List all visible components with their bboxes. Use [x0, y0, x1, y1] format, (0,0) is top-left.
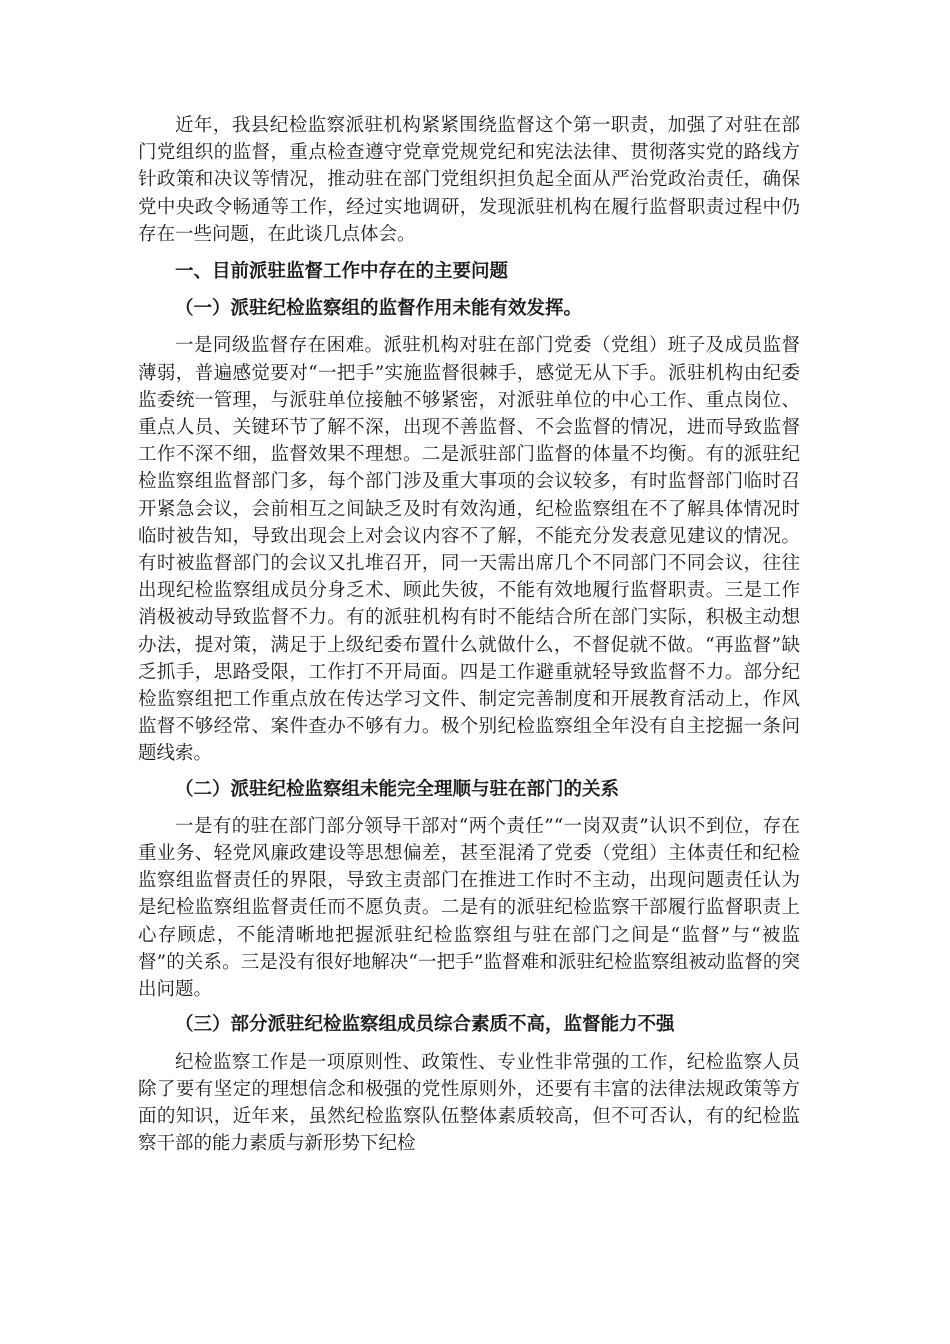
intro-paragraph: 近年，我县纪检监察派驻机构紧紧围绕监督这个第一职责，加强了对驻在部门党组织的监督，重点检查遵守党章党规党纪和宪法法律、贯彻落实党的路线方针政策和决议等情况，推动驻在部门党组织担负起全面从严治党政治责任，确保党中央政令畅通等工作，经过实地调研，发现派驻机构在履行监督职责过程中仍存在一些问题，在此谈几点体会。	[138, 115, 800, 245]
section-heading-1: 一、目前派驻监督工作中存在的主要问题	[175, 261, 509, 283]
subsection-heading-3: （三）部分派驻纪检监察组成员综合素质不高，监督能力不强	[175, 1014, 675, 1036]
body-paragraph-3: 纪检监察工作是一项原则性、政策性、专业性非常强的工作，纪检监察人员除了要有坚定的理想信念和极强的党性原则外，还要有丰富的法律法规政策等方面的知识，近年来，虽然纪检监察队伍整体素质较高，但不可否认，有的纪检监察干部的能力素质与新形势下纪检	[138, 1051, 800, 1155]
document-page	[138, 112, 800, 1157]
body-paragraph-1: 一是同级监督存在困难。派驻机构对驻在部门党委（党组）班子及成员监督薄弱，普遍感觉要对“一把手”实施监督很棘手，感觉无从下手。派驻机构由纪委监委统一管理，与派驻单位接触不够紧密，对派驻单位的中心工作、重点岗位、重点人员、关键环节了解不深，出现不善监督、不会监督的情况，进而导致监督工作不深不细，监督效果不理想。二是派驻部门监督的体量不均衡。有的派驻纪检监察组监督部门多，每个部门涉及重大事项的会议较多，有时监督部门临时召开紧急会议，会前相互之间缺乏及时有效沟通，纪检监察组在不了解具体情况时临时被告知，导致出现会上对会议内容不了解，不能充分发表意见建议的情况。有时被监督部门的会议又扎堆召开，同一天需出席几个不同部门不同会议，往往出现纪检监察组成员分身乏术、顾此失彼，不能有效地履行监督职责。三是工作消极被动导致监督不力。有的派驻机构有时不能结合所在部门实际，积极主动想办法，提对策，满足于上级纪委布置什么就做什么，不督促就不做。“再监督”缺乏抓手，思路受限，工作打不开局面。四是工作避重就轻导致监督不力。部分纪检监察组把工作重点放在传达学习文件、制定完善制度和开展教育活动上，作风监督不够经常、案件查办不够有力。极个别纪检监察组全年没有自主挖掘一条问题线索。	[138, 335, 800, 765]
body-paragraph-2: 一是有的驻在部门部分领导干部对“两个责任”“一岗双责”认识不到位，存在重业务、轻党风廉政建设等思想偏差，甚至混淆了党委（党组）主体责任和纪检监察组监督责任的界限，导致主责部门在推进工作时不主动，出现问题责任认为是纪检监察组监督责任而不愿负责。二是有的派驻纪检监察干部履行监督职责上心存顾虑，不能清晰地把握派驻纪检监察组与驻在部门之间是“监督”与“被监督”的关系。三是没有很好地解决“一把手”监督难和派驻纪检监察组被动监督的突出问题。	[138, 815, 800, 1001]
subsection-heading-1: （一）派驻纪检监察组的监督作用未能有效发挥。	[175, 298, 583, 320]
subsection-heading-2: （二）派驻纪检监察组未能完全理顺与驻在部门的关系	[175, 778, 620, 800]
